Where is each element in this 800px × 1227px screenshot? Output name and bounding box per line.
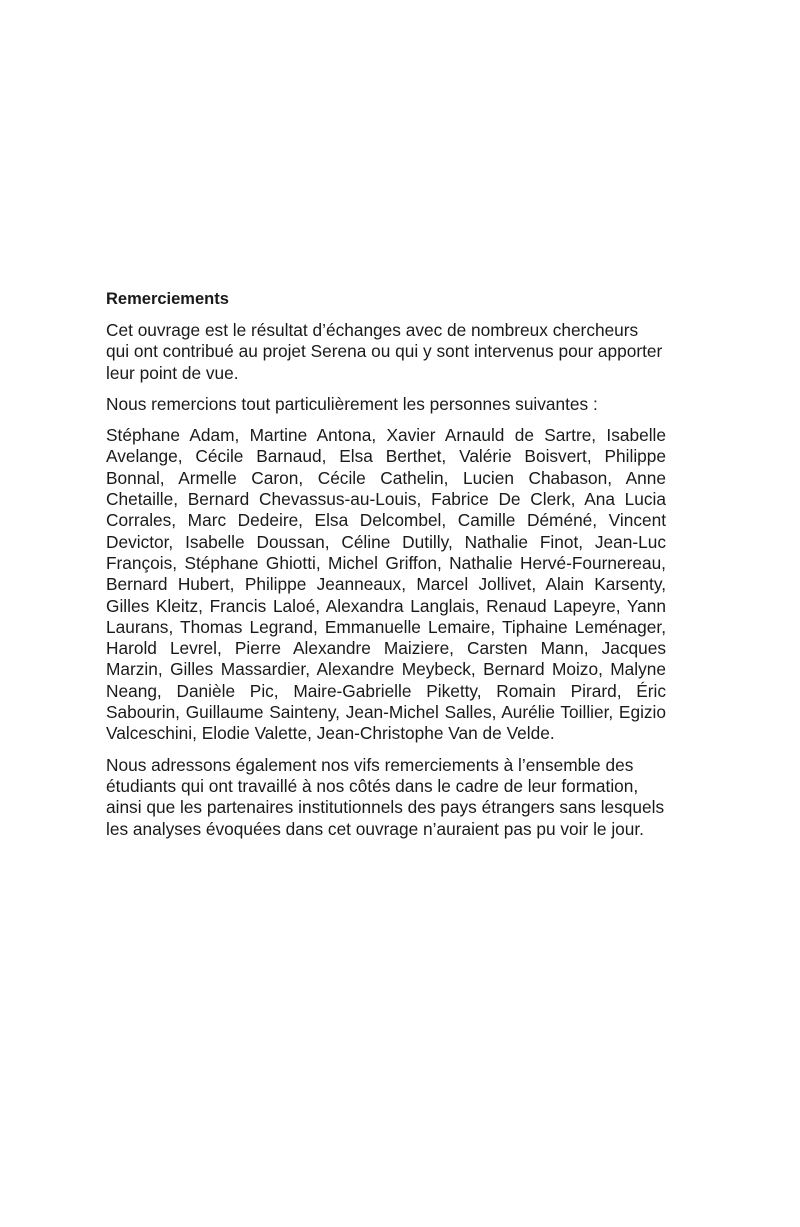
section-heading: Remerciements bbox=[106, 290, 229, 308]
thanks-lead-paragraph: Nous remercions tout particulièrement les personnes suivantes : bbox=[106, 393, 598, 414]
names-list-paragraph: Stéphane Adam, Martine Antona, Xavier Arnauld de Sartre, Isabelle Avelange, Cécile Barnaud, Elsa Berthet, Valérie Boisvert, Philippe Bonnal, Armelle Caron, Cécile Cathelin, Lucien Chabason, Anne Chetaille, Bernard Chevassus-au-Louis, Fabrice De Clerk, Ana Lucia Corrales, Marc Dedeire, Elsa Delcombel, Camille Déméné, Vincent Devictor, Isabelle Doussan, Céline Dutilly, Nathalie Finot, Jean-Luc François, Stéphane Ghiotti, Michel Griffon, Nathalie Hervé-Fournereau, Bernard Hubert, Philippe Jeanneaux, Marcel Jollivet, Alain Karsenty, Gilles Kleitz, Francis Laloé, Alexandra Langlais, Renaud Lapeyre, Yann Laurans, Thomas Legrand, Emmanuelle Lemaire, Tiphaine Leménager, Harold Levrel, Pierre Alexandre Maiziere, Carsten Mann, Jacques Marzin, Gilles Massardier, Alexandre Meybeck, Bernard Moizo, Malyne Neang, Danièle Pic, Maire-Gabrielle Piketty, Romain Pirard, Éric Sabourin, Guillaume Sainteny, Jean-Michel Salles, Aurélie Toillier, Egizio Valceschini, Elodie Valette, Jean-Christophe Van de Velde. bbox=[106, 425, 666, 744]
closing-paragraph: Nous adressons également nos vifs remerciements à l’ensemble des étudiants qui ont travaillé à nos côtés dans le cadre de leur formation, ainsi que les partenaires institutionnels des pays étrangers sans lesquels les analyses évoquées dans cet ouvrage n’auraient pas pu voir le jour. bbox=[106, 754, 665, 839]
acknowledgements-section bbox=[106, 289, 666, 850]
intro-paragraph: Cet ouvrage est le résultat d’échanges avec de nombreux chercheurs qui ont contribué au projet Serena ou qui y sont intervenus pour apporter leur point de vue. bbox=[106, 320, 663, 383]
